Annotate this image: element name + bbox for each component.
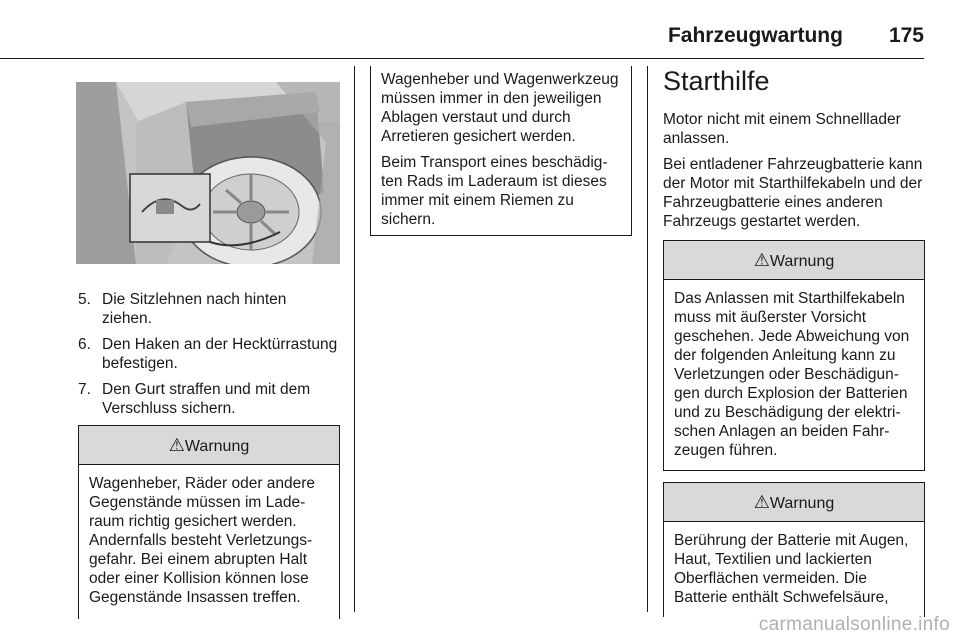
watermark: carmanualsonline.info xyxy=(758,614,950,635)
step-text: Den Gurt straffen und mit dem Verschluss sichern. xyxy=(102,381,311,417)
intro-paragraph-1: Motor nicht mit einem Schnelllader anlassen. xyxy=(663,111,901,147)
warning-triangle-icon: ⚠ xyxy=(753,250,770,270)
trunk-spare-wheel-illustration xyxy=(76,82,340,264)
column-divider-left xyxy=(354,66,355,612)
warning-title: Warnung xyxy=(184,438,250,455)
warning-header xyxy=(664,483,924,522)
column-divider-right xyxy=(647,66,648,612)
header-title: Fahrzeugwartung xyxy=(667,24,843,47)
step-text: Die Sitzlehnen nach hinten ziehen. xyxy=(102,291,287,327)
instruction-steps xyxy=(78,290,340,418)
continued-paragraph-2: Beim Transport eines beschädigten Rads im Laderaum ist dieses immer mit einem Riemen zu sichern. xyxy=(381,154,608,228)
step-item xyxy=(78,380,340,418)
warning-text: Wagenheber, Räder oder andere Gegenstände müssen im Laderaum richtig gesichert werden. Andernfalls besteht Verletzungsgefahr. Bei einem abrupten Halt oder einer Kollision können lose Gegenstände Insassen treffen. xyxy=(89,475,316,606)
warning-title: Warnung xyxy=(769,495,835,512)
warning-box-jumpstart xyxy=(663,240,925,471)
warning-continued-body xyxy=(371,66,631,235)
step-number: 7. xyxy=(78,381,91,398)
warning-header xyxy=(79,426,339,465)
step-item xyxy=(78,290,340,328)
continued-paragraph-1: Wagenheber und Wagenwerkzeug müssen immer in den jeweiligen Ablagen verstaut und durch Arretieren gesichert werden. xyxy=(381,71,619,145)
warning-text: Das Anlassen mit Starthilfekabeln muss mit äußerster Vorsicht geschehen. Jede Abweichung von der folgenden Anleitung kann zu Verletzungen oder Beschädigungen durch Explosion der Batterien und zu Beschädigung der elektrischen Anlagen an beiden Fahrzeugen führen. xyxy=(674,290,910,459)
warning-triangle-icon: ⚠ xyxy=(168,435,185,455)
step-item xyxy=(78,335,340,373)
step-text: Den Haken an der Hecktürrastung befestigen. xyxy=(102,336,338,372)
right-column xyxy=(663,66,925,617)
header-rule xyxy=(0,58,924,59)
warning-box-acid xyxy=(663,482,925,617)
warning-title: Warnung xyxy=(769,253,835,270)
warning-triangle-icon: ⚠ xyxy=(753,492,770,512)
step-number: 6. xyxy=(78,336,91,353)
warning-body xyxy=(664,280,924,470)
step-number: 5. xyxy=(78,291,91,308)
page-number: 175 xyxy=(888,24,924,47)
warning-body xyxy=(664,522,924,617)
page-header xyxy=(0,24,924,48)
warning-box-continued xyxy=(370,66,632,236)
warning-box-cargo xyxy=(78,425,340,619)
intro-paragraph-2: Bei entladener Fahrzeugbatterie kann der Motor mit Starthilfekabeln und der Fahrzeugbatterie eines anderen Fahrzeugs gestartet werden. xyxy=(663,156,923,230)
section-heading: Starthilfe xyxy=(663,66,770,96)
left-column xyxy=(78,280,340,619)
middle-column xyxy=(370,66,632,236)
warning-text: Berührung der Batterie mit Augen, Haut, Textilien und lackierten Oberflächen vermeiden. Die Batterie enthält Schwefelsäure, xyxy=(674,532,909,606)
warning-header xyxy=(664,241,924,280)
warning-body xyxy=(79,465,339,619)
trunk-illustration-svg xyxy=(76,82,340,264)
